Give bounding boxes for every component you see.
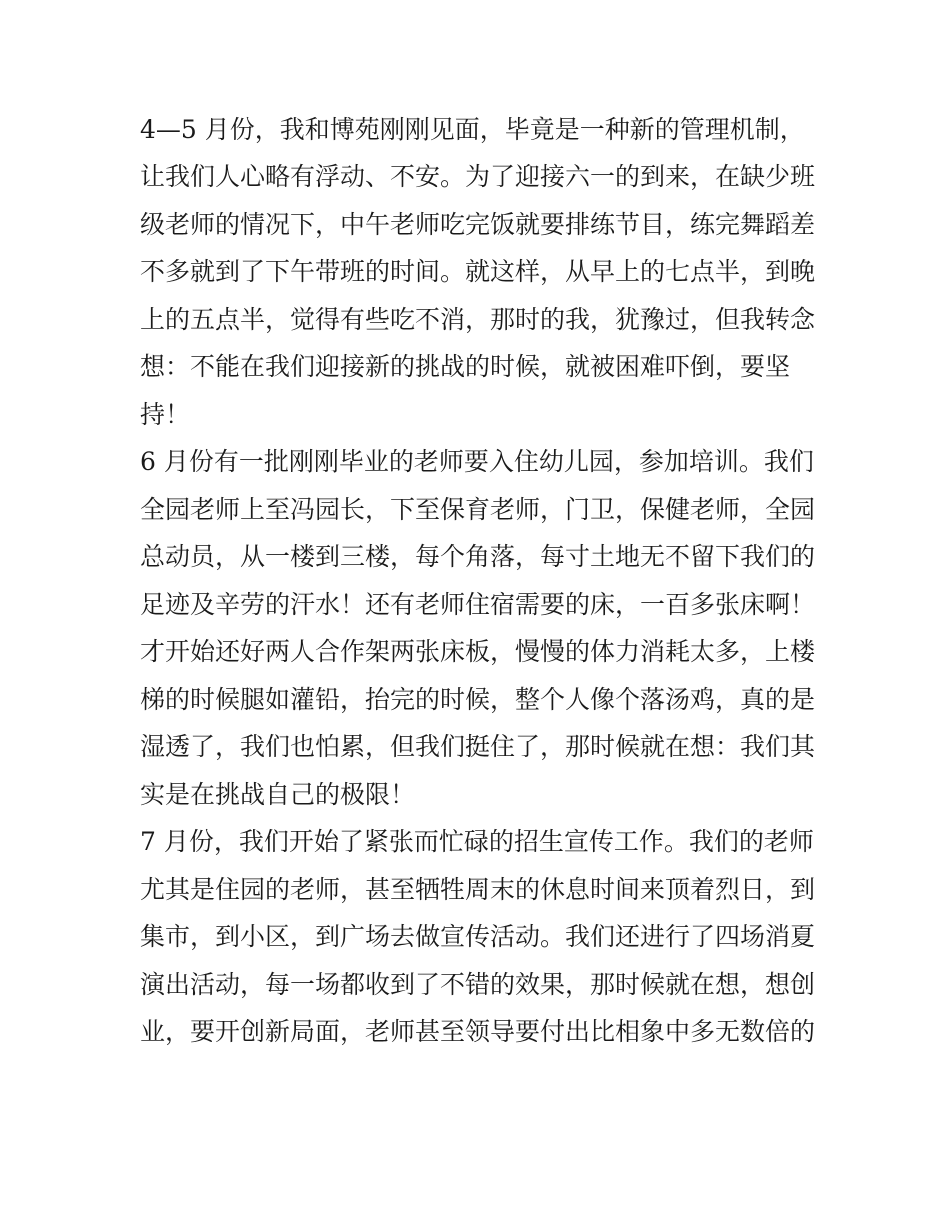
text-line: 上的五点半，觉得有些吃不消，那时的我，犹豫过，但我转念	[140, 305, 816, 334]
text-line: 6 月份有一批刚刚毕业的老师要入住幼儿园，参加培训。我们	[140, 447, 814, 476]
text-line: 足迹及辛劳的汗水！还有老师住宿需要的床，一百多张床啊！	[140, 590, 816, 619]
text-line: 级老师的情况下，中午老师吃完饭就要排练节目，练完舞蹈差	[140, 210, 816, 239]
text-line: 业，要开创新局面，老师甚至领导要付出比相象中多无数倍的	[140, 1017, 816, 1046]
text-line: 让我们人心略有浮动、不安。为了迎接六一的到来，在缺少班	[140, 162, 816, 191]
text-line: 演出活动，每一场都收到了不错的效果，那时候就在想，想创	[140, 970, 816, 999]
text-line: 湿透了，我们也怕累，但我们挺住了，那时候就在想：我们其	[140, 732, 816, 761]
text-line: 7 月份，我们开始了紧张而忙碌的招生宣传工作。我们的老师	[140, 827, 814, 856]
text-line: 尤其是住园的老师，甚至牺牲周末的休息时间来顶着烈日，到	[140, 875, 816, 904]
text-line: 实是在挑战自己的极限！	[140, 780, 416, 809]
text-line: 不多就到了下午带班的时间。就这样，从早上的七点半，到晚	[140, 257, 816, 286]
text-line: 4—5 月份，我和博苑刚刚见面，毕竟是一种新的管理机制，	[140, 115, 805, 144]
text-line: 全园老师上至冯园长，下至保育老师，门卫，保健老师，全园	[140, 495, 816, 524]
text-line: 梯的时候腿如灌铅，抬完的时候，整个人像个落汤鸡，真的是	[140, 685, 816, 714]
text-line: 持！	[140, 400, 191, 429]
text-line: 才开始还好两人合作架两张床板，慢慢的体力消耗太多，上楼	[140, 637, 816, 666]
text-line: 总动员，从一楼到三楼，每个角落，每寸土地无不留下我们的	[140, 542, 816, 571]
text-line: 集市，到小区，到广场去做宣传活动。我们还进行了四场消夏	[140, 922, 816, 951]
text-line: 想：不能在我们迎接新的挑战的时候，就被困难吓倒，要坚	[140, 352, 791, 381]
